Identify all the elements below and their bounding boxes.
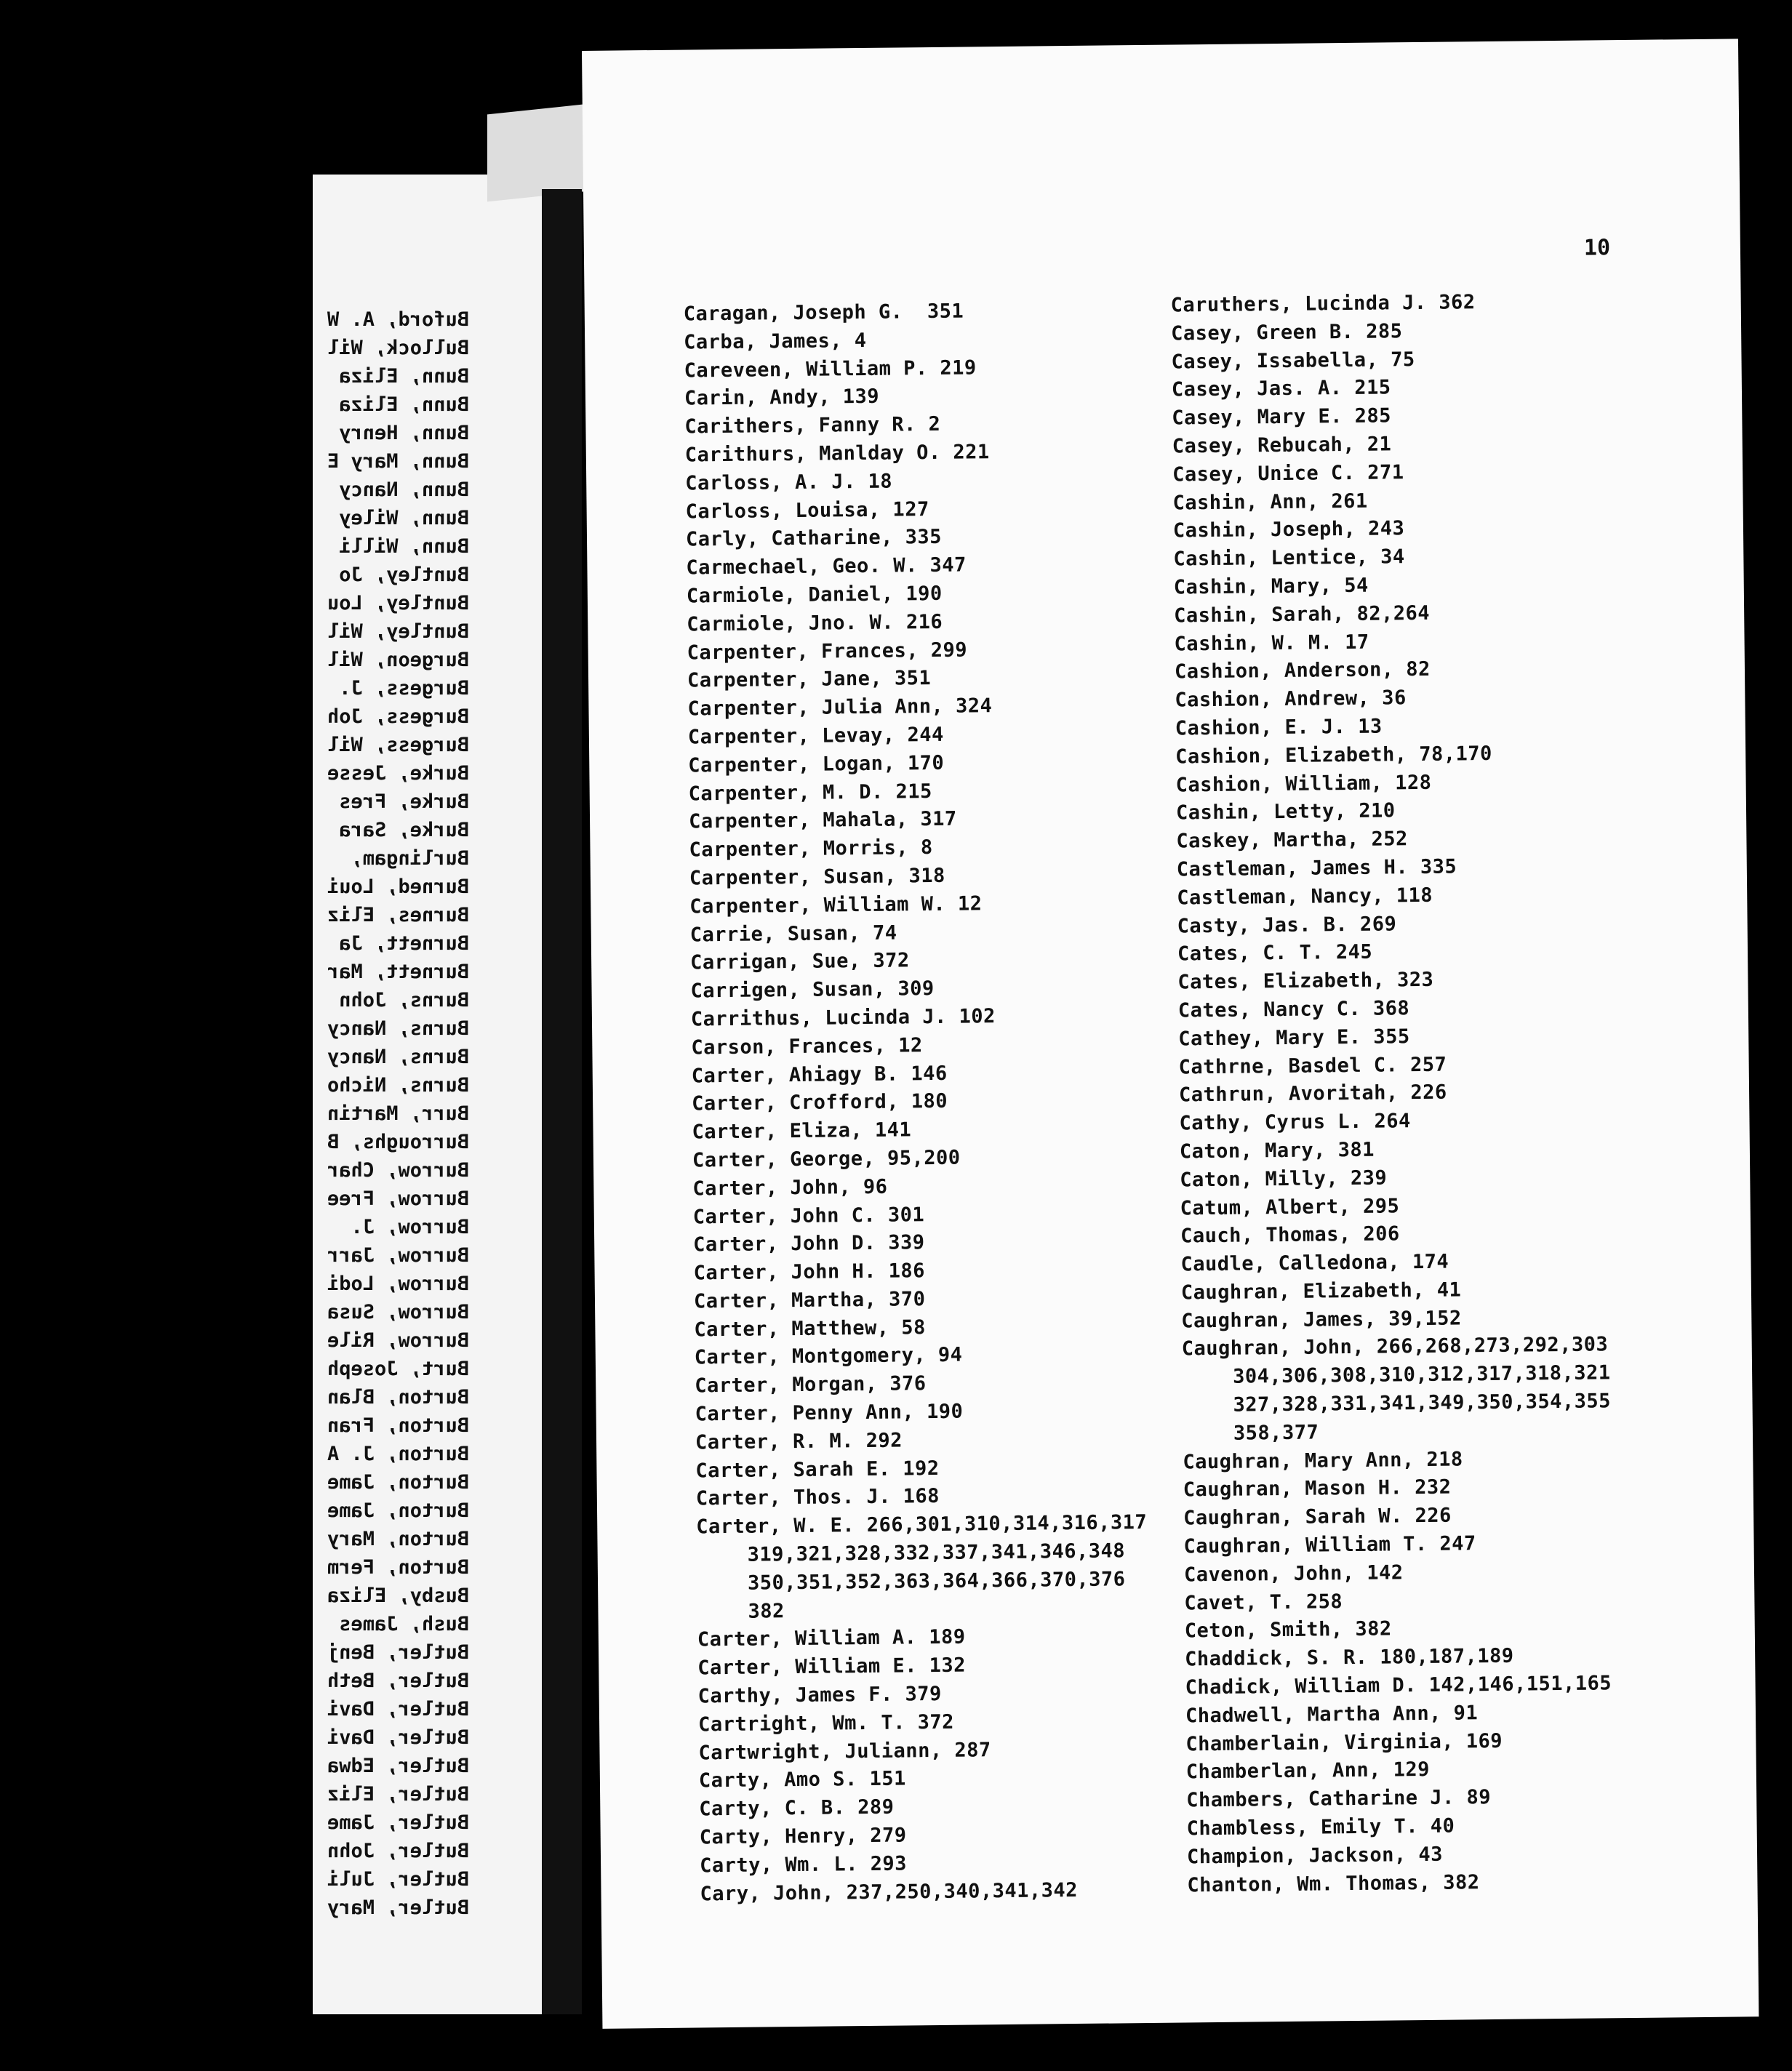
index-entry: Casey, Mary E. 285 [1172, 404, 1392, 430]
previous-page-line: Bunn, Nancy [339, 478, 469, 501]
index-entry: Cathey, Mary E. 355 [1178, 1025, 1410, 1051]
index-column-left [684, 296, 1151, 1909]
index-entry: Carty, Amo S. 151 [698, 1767, 906, 1792]
index-entry: Cates, Nancy C. 368 [1177, 997, 1410, 1022]
index-entry: Carter, George, 95,200 [692, 1146, 961, 1172]
previous-page-line: Burns, John [339, 989, 469, 1012]
index-entry: Carrithus, Lucinda J. 102 [690, 1005, 996, 1031]
index-entry-continuation: 304,306,308,310,312,317,318,321 [1232, 1361, 1611, 1389]
index-entry: Cashin, W. M. 17 [1174, 630, 1369, 656]
page-edge-corner [487, 104, 589, 202]
index-page [582, 39, 1759, 2029]
index-entry: Cates, C. T. 245 [1177, 941, 1373, 966]
previous-page-line: Burns, Nicho [327, 1074, 469, 1097]
index-entry: Casty, Jas. B. 269 [1177, 912, 1397, 938]
previous-page-line: Butler, Benj [327, 1641, 469, 1664]
index-entry: Cashin, Letty, 210 [1175, 799, 1396, 825]
index-entry: Casey, Jas. A. 215 [1171, 376, 1391, 401]
previous-page-line: Burrow, Free [327, 1187, 469, 1210]
previous-page-line: Burrow, Char [327, 1159, 469, 1182]
index-entry: Caton, Milly, 239 [1180, 1166, 1388, 1192]
previous-page-line: Burns, Nancy [327, 1017, 469, 1040]
index-entry: Carter, R. M. 292 [695, 1429, 903, 1454]
previous-page-line: Bunn, Eliza [339, 365, 469, 388]
index-entry: Carter, Crofford, 180 [692, 1090, 948, 1115]
index-entry: Carty, C. B. 289 [699, 1795, 895, 1821]
previous-page-line: Busby, Eliza [327, 1585, 469, 1607]
index-entry: Casey, Issabella, 75 [1171, 348, 1415, 374]
previous-page-line: Burton, Blan [327, 1386, 469, 1409]
previous-page-line: Burrow, Lodi [327, 1273, 469, 1295]
index-entry: Carter, Ahiagy B. 146 [691, 1062, 948, 1088]
index-entry: Carpenter, Jane, 351 [687, 667, 932, 692]
previous-page-line: Bunn, Eliza [339, 393, 469, 416]
index-entry: Caruthers, Lucinda J. 362 [1170, 291, 1476, 317]
index-entry: Carter, Morgan, 376 [695, 1372, 927, 1398]
index-entry: Cavet, T. 258 [1184, 1590, 1343, 1615]
previous-page-line: Burnes, Eliz [327, 904, 469, 926]
index-entry: Chambers, Catharine J. 89 [1186, 1786, 1492, 1812]
index-entry-continuation: 382 [748, 1599, 785, 1623]
previous-page-line: Burgess, Wil [327, 734, 469, 756]
index-entry: Carrigen, Susan, 309 [690, 977, 935, 1003]
previous-page-line: Bunn, Henry [339, 422, 469, 444]
previous-page-line: Burned, Loui [327, 876, 469, 898]
previous-page-line: Burke, Jesse [327, 762, 469, 785]
index-entry: Carter, Thos. J. 168 [695, 1485, 940, 1510]
previous-page-line: Burgess, J. [339, 677, 469, 700]
index-entry: Carter, John D. 339 [693, 1231, 925, 1257]
previous-page-line: Butler, Davi [327, 1698, 469, 1721]
previous-page-line: Burroughs, B [327, 1131, 469, 1153]
previous-page-line: Burton, Jame [327, 1499, 469, 1522]
index-entry: Caughran, Mary Ann, 218 [1183, 1448, 1463, 1474]
index-entry: Carmiole, Daniel, 190 [686, 582, 943, 608]
previous-page-line: Burrow, Jarr [327, 1244, 469, 1267]
index-entry: Carmiole, Jno. W. 216 [687, 610, 943, 636]
index-entry: Carty, Wm. L. 293 [699, 1852, 908, 1878]
index-entry: Cartright, Wm. T. 372 [697, 1710, 955, 1736]
index-entry: Cathrne, Basdel C. 257 [1178, 1053, 1447, 1078]
index-entry: Caughran, James, 39,152 [1181, 1307, 1462, 1333]
index-entry: Casey, Green B. 285 [1170, 320, 1403, 345]
previous-page-line: Burlingam, [351, 847, 469, 870]
index-entry: Ceton, Smith, 382 [1184, 1617, 1392, 1643]
index-entry: Cashin, Joseph, 243 [1172, 517, 1405, 542]
previous-page-line: Burt, Joseph [327, 1358, 469, 1380]
index-entry: Castleman, James H. 335 [1176, 855, 1457, 881]
previous-page-line: Burton, Fran [327, 1414, 469, 1437]
index-entry: Carter, Eliza, 141 [692, 1118, 912, 1144]
index-entry: Carter, Sarah E. 192 [695, 1457, 940, 1483]
index-entry-continuation: 319,321,328,332,337,341,346,348 [747, 1539, 1126, 1566]
previous-page-line: Bullock, Wil [327, 337, 469, 359]
previous-page-line: Bush, James [339, 1613, 469, 1635]
index-entry: Cavenon, John, 142 [1183, 1561, 1404, 1587]
previous-page-line: Burgess, Joh [327, 705, 469, 728]
index-entry: Cashion, Elizabeth, 78,170 [1175, 742, 1492, 769]
index-entry: Chamberlain, Virginia, 169 [1185, 1729, 1503, 1756]
index-entry: Cauch, Thomas, 206 [1180, 1222, 1400, 1248]
previous-page-line: Butler, Juli [327, 1868, 469, 1891]
index-entry: Carter, John C. 301 [692, 1203, 925, 1228]
previous-page-strip [313, 175, 542, 2014]
previous-page-line: Buntley, Jo [339, 564, 469, 586]
index-entry: Carpenter, Levay, 244 [687, 723, 944, 749]
index-entry: Cates, Elizabeth, 323 [1177, 968, 1434, 994]
index-entry: Carter, Matthew, 58 [694, 1315, 926, 1342]
index-entry: Carithers, Fanny R. 2 [684, 413, 941, 438]
index-entry-continuation: 327,328,331,341,349,350,354,355 [1233, 1390, 1612, 1417]
index-entry-continuation: 358,377 [1233, 1421, 1319, 1445]
index-column-right [1171, 287, 1617, 1899]
previous-page-line: Burton, J. A [327, 1443, 469, 1465]
index-entry: Carter, William A. 189 [697, 1626, 966, 1651]
previous-page-line: Bunn, Willi [339, 535, 469, 558]
index-entry: Casey, Unice C. 271 [1172, 460, 1404, 486]
index-entry: Caughran, Mason H. 232 [1183, 1476, 1452, 1502]
previous-page-line: Butler, Eliz [327, 1783, 469, 1806]
previous-page-line: Burton, Mary [327, 1528, 469, 1550]
previous-page-line: Burke, Fres [339, 790, 469, 813]
previous-page-line: Burton, Jame [327, 1471, 469, 1494]
index-entry: Cashion, Anderson, 82 [1174, 658, 1431, 684]
mirrored-fragments [316, 305, 469, 1922]
index-entry: Carrigan, Sue, 372 [689, 949, 910, 974]
index-entry: Caskey, Martha, 252 [1176, 828, 1408, 853]
index-entry: Chambless, Emily T. 40 [1186, 1814, 1455, 1840]
index-entry: Cashion, Andrew, 36 [1175, 686, 1407, 712]
index-entry: Carter, Montgomery, 94 [694, 1344, 963, 1369]
previous-page-line: Burnett, Mar [327, 961, 469, 983]
previous-page-line: Burrow, J. [351, 1216, 469, 1238]
previous-page-line: Burrow, Susa [327, 1301, 469, 1323]
index-entry: Chadwell, Martha Ann, 91 [1185, 1702, 1479, 1728]
index-entry: Carba, James, 4 [684, 329, 867, 354]
page-number: 10 [1583, 235, 1611, 261]
index-entry: Carpenter, Mahala, 317 [688, 808, 957, 833]
index-entry: Carter, William E. 132 [697, 1654, 967, 1680]
index-entry: Carter, W. E. 266,301,310,314,316,317 [696, 1511, 1148, 1539]
previous-page-line: Butler, Mary [327, 1896, 469, 1919]
previous-page-line: Butler, Jame [327, 1811, 469, 1834]
index-entry: Casey, Rebucah, 21 [1172, 433, 1392, 458]
previous-page-line: Burnett, Ja [339, 932, 469, 955]
index-entry: Carin, Andy, 139 [684, 385, 880, 410]
index-entry: Carthy, James F. 379 [697, 1682, 942, 1708]
index-entry: Chamberlan, Ann, 129 [1185, 1758, 1431, 1784]
previous-page-line: Buntley, Wil [327, 620, 469, 643]
index-entry: Carpenter, Frances, 299 [687, 638, 968, 665]
previous-page-line: Burton, Ferm [327, 1556, 469, 1579]
index-entry: Carrie, Susan, 74 [689, 921, 897, 947]
index-entry: Carpenter, Susan, 318 [689, 864, 945, 890]
index-entry: Caton, Mary, 381 [1179, 1138, 1375, 1163]
index-entry: Carpenter, Julia Ann, 324 [687, 694, 993, 721]
index-entry: Carpenter, Logan, 170 [688, 751, 945, 777]
index-entry: Champion, Jackson, 43 [1186, 1843, 1444, 1869]
index-entry: Catum, Albert, 295 [1180, 1194, 1400, 1219]
index-entry: Caragan, Joseph G. 351 [683, 300, 964, 326]
index-entry: Caughran, Sarah W. 226 [1183, 1504, 1452, 1530]
previous-page-line: Burr, Martin [327, 1102, 469, 1125]
index-entry: Cashion, William, 128 [1175, 771, 1432, 797]
index-entry: Cashin, Mary, 54 [1173, 574, 1369, 599]
index-entry: Caudle, Calledona, 174 [1180, 1250, 1449, 1276]
index-entry: Carty, Henry, 279 [699, 1824, 907, 1849]
index-entry: Cartwright, Juliann, 287 [698, 1738, 991, 1765]
index-entry: Castleman, Nancy, 118 [1177, 884, 1433, 910]
index-entry: Carly, Catharine, 335 [685, 526, 943, 551]
index-entry: Cathy, Cyrus L. 264 [1179, 1110, 1411, 1135]
book-spine [542, 189, 582, 2014]
index-entry: Carter, John, 96 [692, 1175, 888, 1201]
index-entry: Carter, Martha, 370 [693, 1288, 926, 1313]
previous-page-line: Butler, John [327, 1840, 469, 1862]
index-entry: Cashin, Lentice, 34 [1173, 545, 1405, 571]
index-entry: Carpenter, Morris, 8 [689, 836, 933, 862]
previous-page-line: Bunn, Mary E [327, 450, 469, 473]
index-entry: Cashin, Sarah, 82,264 [1174, 601, 1431, 628]
index-entry: Cary, John, 237,250,340,341,342 [700, 1878, 1079, 1906]
index-entry: Careveen, William P. 219 [684, 356, 977, 382]
index-entry: Carter, Penny Ann, 190 [695, 1400, 964, 1426]
index-entry: Cashion, E. J. 13 [1175, 715, 1383, 740]
index-entry: Chanton, Wm. Thomas, 382 [1187, 1870, 1480, 1897]
index-entry: Caughran, Elizabeth, 41 [1180, 1278, 1462, 1305]
index-entry: Carter, John H. 186 [693, 1259, 926, 1285]
previous-page-line: Butler, Edwa [327, 1755, 469, 1777]
index-entry: Cashin, Ann, 261 [1172, 489, 1368, 515]
index-entry: Chaddick, S. R. 180,187,189 [1185, 1644, 1514, 1671]
index-entry: Carson, Frances, 12 [691, 1033, 923, 1059]
index-entry: Carloss, A. J. 18 [685, 470, 893, 495]
index-entry: Carithurs, Manlday O. 221 [684, 441, 990, 467]
index-entry: Carpenter, William W. 12 [689, 892, 983, 918]
index-entry-continuation: 350,351,352,363,364,366,370,376 [747, 1568, 1126, 1595]
previous-page-line: Burns, Nancy [327, 1046, 469, 1068]
index-entry: Chadick, William D. 142,146,151,165 [1185, 1672, 1612, 1699]
index-entry: Carloss, Louisa, 127 [685, 497, 929, 524]
previous-page-line: Bunn, Wiley [339, 507, 469, 529]
previous-page-line: Buford, A. W [327, 308, 469, 331]
index-entry: Carpenter, M. D. 215 [688, 780, 932, 806]
previous-page-line: Butler, Beth [327, 1670, 469, 1692]
index-entry: Cathrun, Avoritah, 226 [1178, 1081, 1447, 1107]
index-entry: Carmechael, Geo. W. 347 [686, 553, 967, 580]
previous-page-line: Burke, Sara [339, 819, 469, 841]
previous-page-line: Burgeon, Wil [327, 649, 469, 671]
previous-page-line: Butler, Davi [327, 1726, 469, 1749]
index-entry: Caughran, John, 266,268,273,292,303 [1181, 1333, 1609, 1361]
previous-page-line: Burrow, Rile [327, 1329, 469, 1352]
previous-page-line: Buntley, Lou [327, 592, 469, 614]
index-entry: Caughran, William T. 247 [1183, 1532, 1476, 1558]
